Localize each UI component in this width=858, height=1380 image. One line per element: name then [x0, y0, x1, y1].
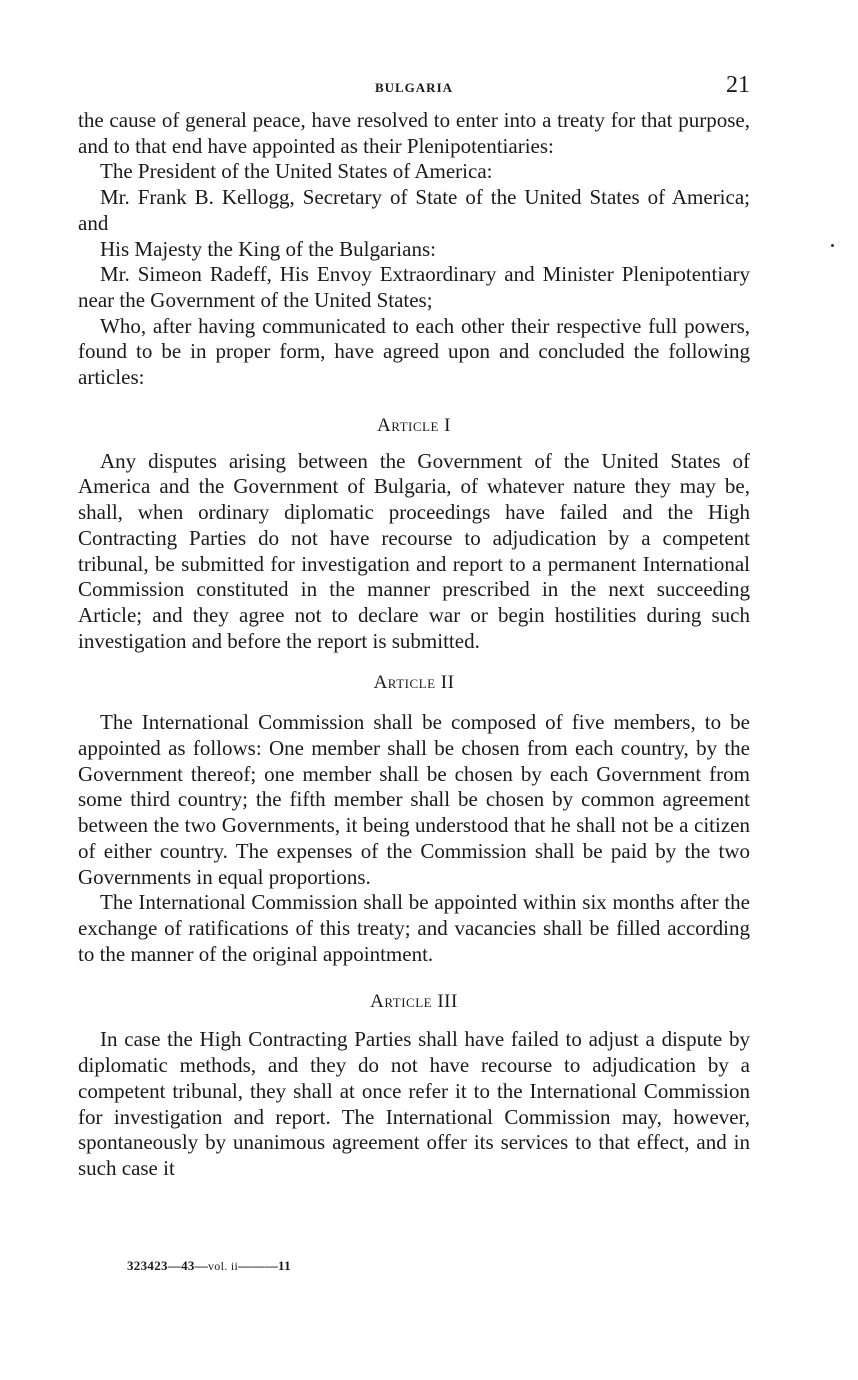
article-3-heading: Article III	[370, 991, 458, 1013]
preamble-line-kellogg: Mr. Frank B. Kellogg, Secretary of State of the United States of America; and	[78, 185, 750, 235]
article-3-paragraph: In case the High Contracting Parties shall have failed to adjust a dispute by diplomatic methods, and they do not have recourse to adjudication by a competent tribunal, they shall at once refer it to the International Commission for investigation and report. The International Commission may, however, spontaneously by unanimous agreement offer its services to that effect, and in such case it	[78, 1027, 750, 1180]
stray-mark	[831, 244, 834, 247]
preamble-line-radeff: Mr. Simeon Radeff, His Envoy Extraordinary and Minister Plenipotentiary near the Government of the United States;	[78, 262, 750, 312]
document-page	[78, 72, 750, 1182]
article-1-heading: Article I	[376, 414, 451, 436]
preamble-continuation: the cause of general peace, have resolved to enter into a treaty for that purpose, and to that end have appointed as their Plenipotentiaries:	[78, 108, 750, 158]
signature-sheet: ———11	[238, 1258, 291, 1273]
page-number: 21	[726, 72, 750, 98]
article-2-paragraph-2: The International Commission shall be appointed within six months after the exchange of ratifications of this treaty; and vacancies shall be filled according to the manner of the original appointment.	[78, 890, 750, 966]
preamble-line-president: The President of the United States of America:	[100, 159, 493, 184]
preamble-line-agreement: Who, after having communicated to each other their respective full powers, found to be in proper form, have agreed upon and concluded the following articles:	[78, 313, 750, 390]
running-title: BULGARIA	[374, 80, 454, 95]
running-head	[78, 72, 750, 108]
signature-volume: vol. ii	[208, 1259, 239, 1273]
article-1-paragraph: Any disputes arising between the Government of the United States of America and the Government of Bulgaria, of whatever nature they may be, shall, when ordinary diplomatic proceedings have failed and the High Contracting Parties do not have recourse to adjudication by a competent tribunal, be submitted for investigation and report to a permanent International Commission constituted in the manner prescribed in the next succeeding Article; and they agree not to declare war or begin hostilities during such investigation and before the report is submitted.	[78, 448, 750, 653]
article-2-heading: Article II	[373, 672, 455, 694]
printer-signature	[127, 1258, 291, 1274]
preamble-line-king: His Majesty the King of the Bulgarians:	[100, 236, 436, 261]
signature-number: 323423—43—	[127, 1258, 208, 1273]
article-2-paragraph-1: The International Commission shall be composed of five members, to be appointed as follows: One member shall be chosen from each country, by the Government thereof; one member shall be chosen by each Government from some third country; the fifth member shall be chosen by common agreement between the two Governments, it being understood that he shall not be a citizen of either country. The expenses of the Commission shall be paid by the two Governments in equal proportions.	[78, 710, 750, 889]
